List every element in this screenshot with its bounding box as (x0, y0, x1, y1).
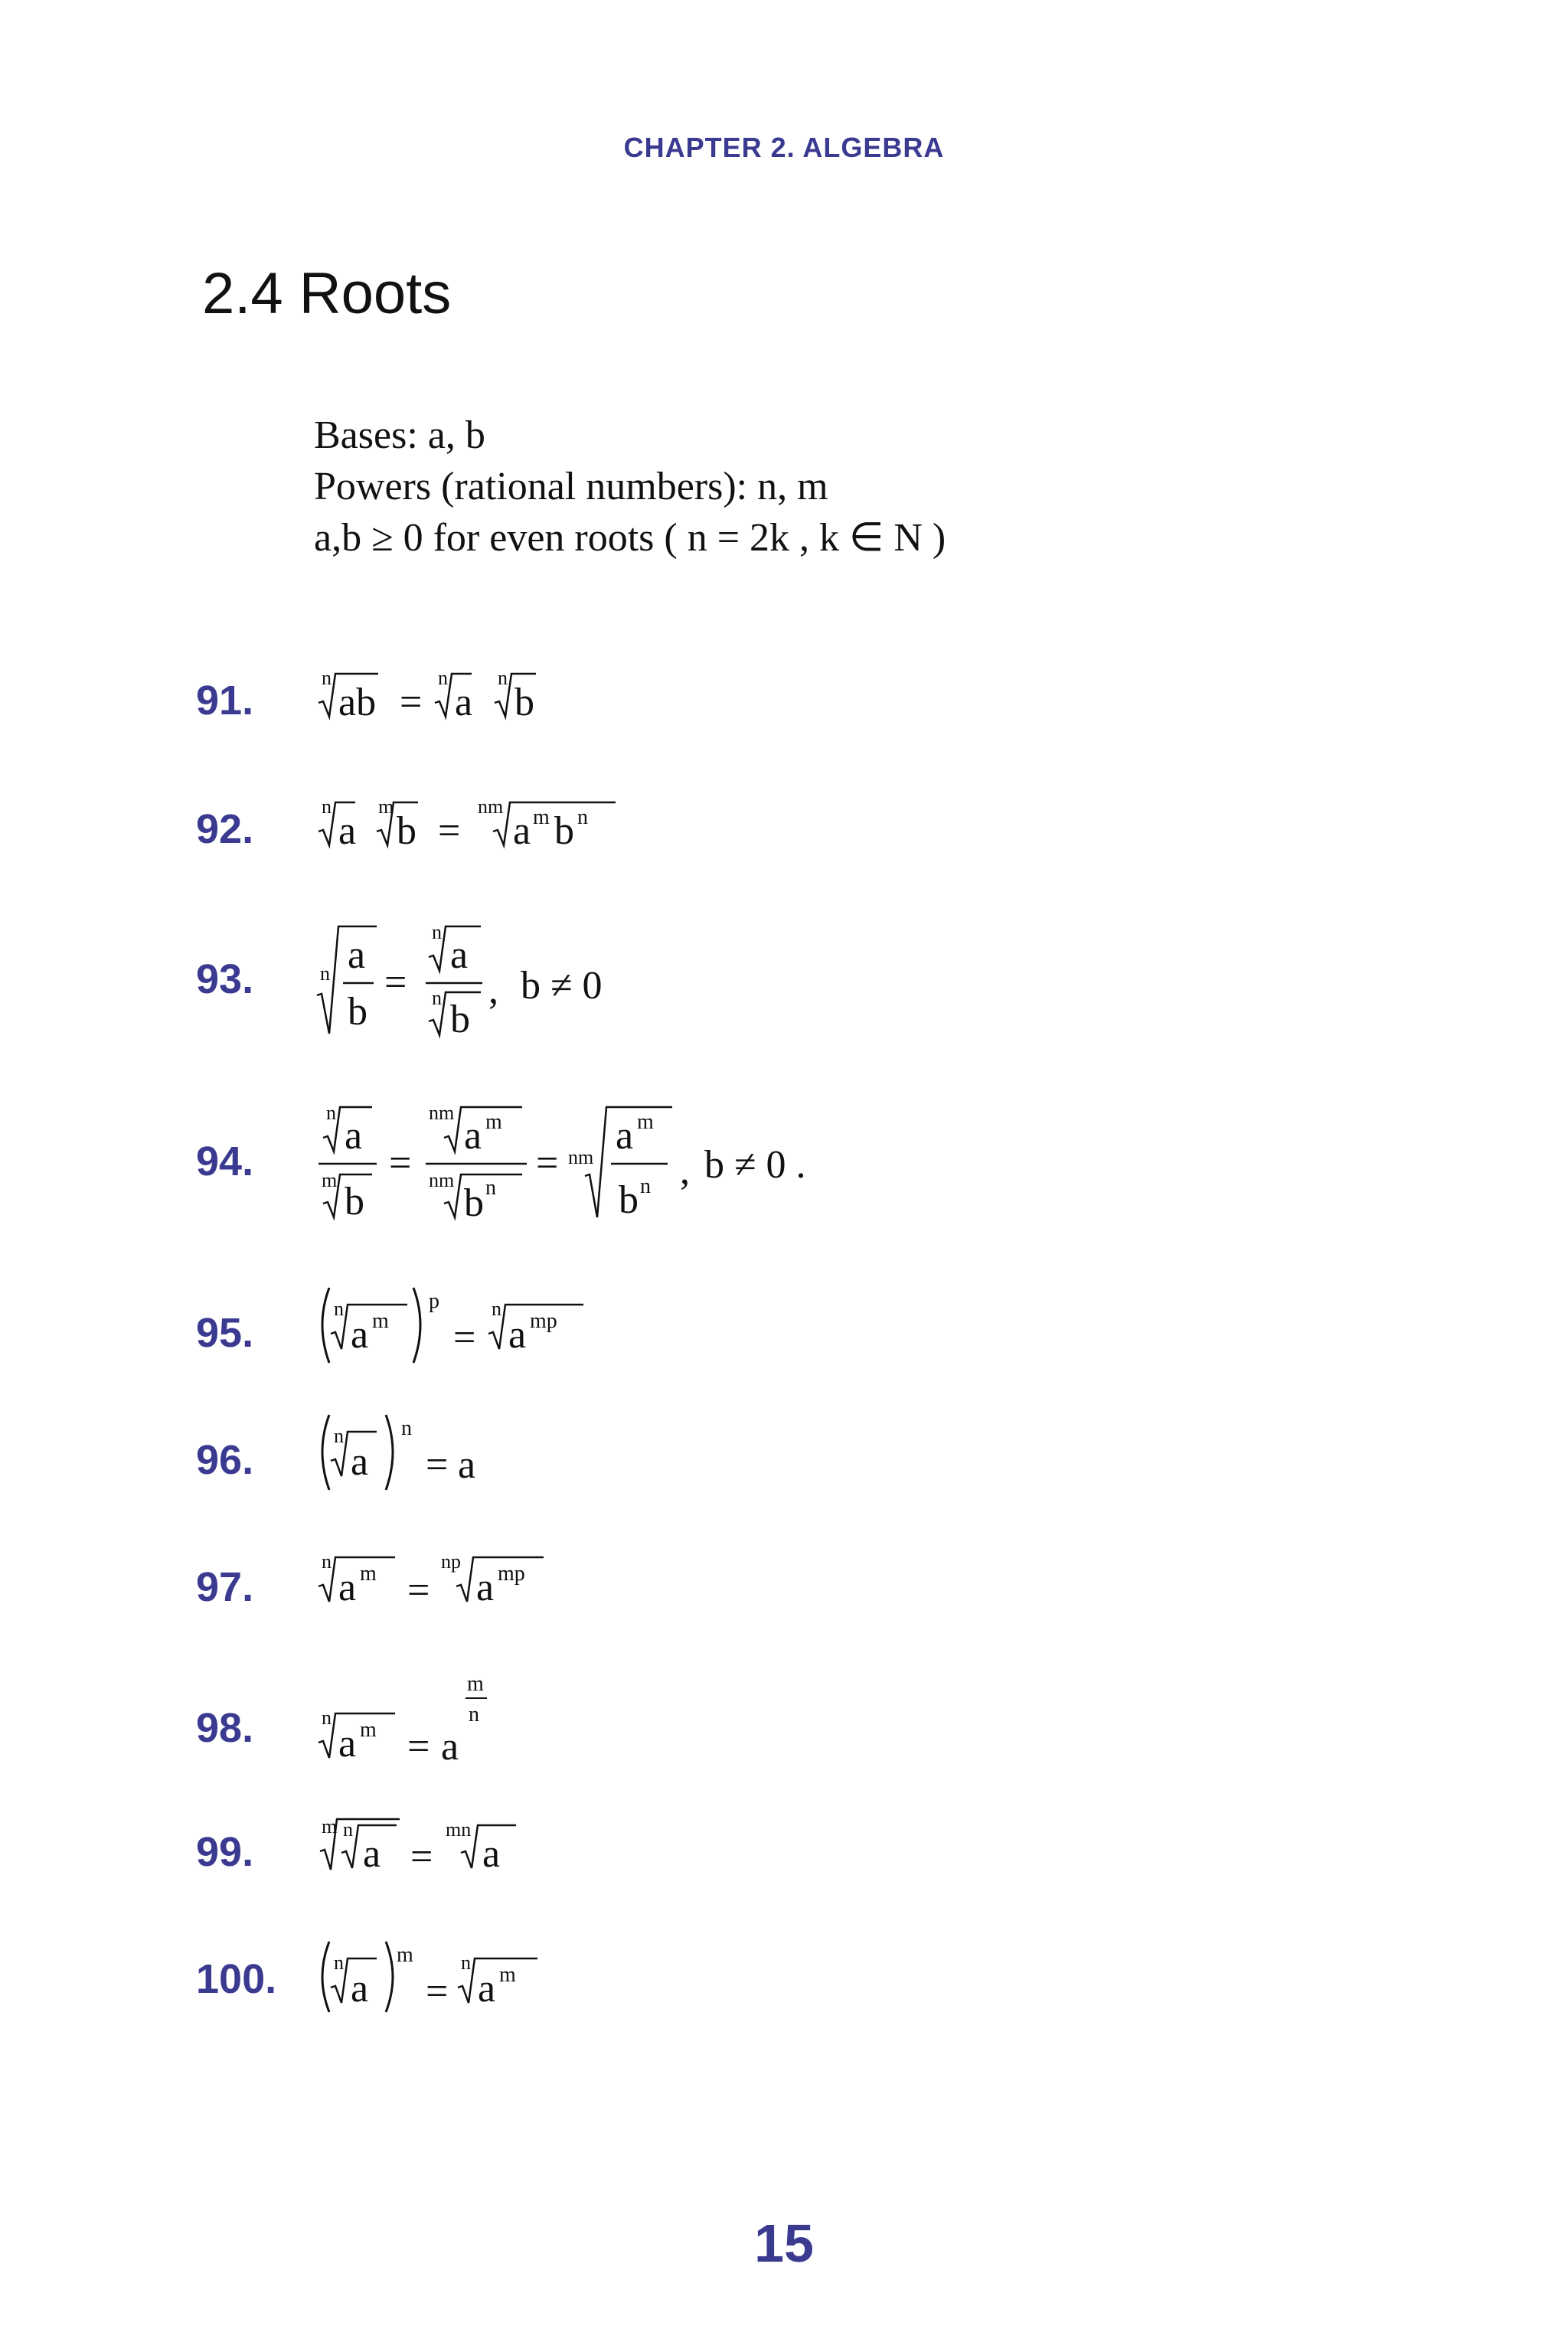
math-glyph: a (616, 1114, 634, 1158)
math-stroke (322, 1415, 329, 1490)
math-glyph: mp (530, 1309, 557, 1333)
math-glyph: n (343, 1818, 353, 1841)
math-glyph: a (441, 1725, 459, 1769)
math-glyph: n (322, 795, 332, 818)
intro-line-powers: Powers (rational numbers): n, m (314, 465, 828, 508)
formula-100 (315, 1929, 637, 2031)
math-glyph: n (432, 921, 442, 943)
math-glyph: n (334, 1298, 344, 1320)
math-glyph: a (458, 1443, 476, 1487)
math-glyph: a (450, 933, 469, 977)
math-glyph: m (637, 1110, 654, 1134)
math-glyph: , (680, 1149, 690, 1193)
math-stroke (386, 1415, 393, 1490)
math-glyph: nm (429, 1169, 455, 1191)
formula-94-svg (315, 1099, 851, 1230)
math-glyph: m (485, 1110, 502, 1134)
formula-99-svg (315, 1810, 637, 1886)
math-glyph: n (320, 962, 330, 985)
math-stroke (386, 1942, 393, 2012)
math-glyph: a (338, 809, 357, 853)
formula-93-svg (315, 919, 637, 1041)
math-glyph: = (410, 1835, 433, 1879)
math-glyph: m (467, 1672, 484, 1696)
math-glyph: m (372, 1309, 389, 1333)
math-glyph: b (348, 990, 368, 1034)
formula-99 (315, 1810, 637, 1896)
math-glyph: a (351, 1967, 369, 2011)
equation-number-93: 93. (196, 956, 254, 1002)
math-glyph: n (432, 987, 442, 1009)
page-number: 15 (754, 2213, 814, 2273)
math-glyph: b (345, 1180, 364, 1223)
math-glyph: nm (429, 1102, 455, 1124)
math-glyph: a (508, 1313, 527, 1357)
math-glyph: m (378, 795, 394, 818)
math-glyph: n (322, 1707, 332, 1729)
equation-number-95: 95. (196, 1310, 254, 1356)
math-glyph: n (492, 1298, 501, 1320)
math-glyph: a (363, 1832, 381, 1876)
math-glyph: m (322, 1815, 338, 1838)
equation-number-96: 96. (196, 1437, 254, 1483)
intro-line-condition: a,b ≥ 0 for even roots ( n = 2k , k ∈ N ) (314, 516, 946, 560)
math-glyph: m (499, 1963, 516, 1987)
formula-91 (315, 668, 622, 739)
section-title: 2.4 Roots (202, 261, 452, 326)
math-glyph: = (426, 1443, 449, 1487)
math-glyph: nm (568, 1146, 594, 1168)
formula-98-svg (315, 1669, 637, 1769)
math-glyph: m (533, 805, 550, 829)
formula-98 (315, 1669, 637, 1771)
formula-96-svg (315, 1406, 560, 1498)
math-glyph: b (464, 1181, 484, 1225)
math-glyph: b (619, 1178, 639, 1222)
math-glyph: b (397, 809, 416, 853)
math-glyph: = (438, 809, 461, 853)
math-glyph: a (513, 809, 531, 853)
formula-100-svg (315, 1929, 637, 2021)
math-glyph: a (351, 1440, 369, 1484)
math-glyph: a (345, 1114, 363, 1158)
math-glyph: a (351, 1313, 369, 1357)
math-glyph: b ≠ 0 (521, 964, 603, 1008)
math-glyph: n (401, 1416, 412, 1440)
formula-92-svg (315, 796, 637, 858)
math-glyph: a (482, 1832, 501, 1876)
math-glyph: = (536, 1142, 559, 1185)
math-glyph: a (455, 681, 473, 724)
math-glyph: b (514, 681, 534, 724)
formula-91-svg (315, 668, 622, 729)
math-glyph: n (334, 1952, 344, 1974)
math-glyph: = (389, 1142, 412, 1185)
math-glyph: n (577, 805, 588, 829)
math-glyph: n (498, 667, 508, 689)
math-glyph: = (426, 1970, 449, 2014)
math-glyph: p (429, 1289, 439, 1313)
math-glyph: np (441, 1550, 461, 1573)
math-glyph: m (360, 1718, 377, 1742)
math-glyph: a (476, 1566, 495, 1609)
math-glyph: b (450, 998, 470, 1041)
math-glyph: a (464, 1114, 482, 1158)
math-glyph: m (397, 1943, 413, 1967)
math-glyph: nm (478, 795, 504, 818)
math-stroke (322, 1942, 329, 2012)
equation-number-100: 100. (196, 1956, 277, 2002)
math-glyph: a (348, 933, 366, 977)
math-glyph: = (384, 961, 407, 1004)
math-glyph: ab (338, 681, 377, 724)
equation-number-99: 99. (196, 1829, 254, 1875)
math-glyph: n (469, 1703, 479, 1726)
math-glyph: mp (498, 1562, 525, 1586)
math-stroke (444, 1107, 522, 1152)
math-glyph: mn (446, 1818, 472, 1841)
formula-95-svg (315, 1279, 637, 1370)
math-glyph: n (334, 1425, 344, 1447)
math-glyph: n (322, 667, 332, 689)
math-glyph: n (326, 1102, 336, 1124)
equation-number-98: 98. (196, 1705, 254, 1751)
formula-95 (315, 1279, 637, 1380)
math-glyph: = (400, 681, 423, 724)
equation-number-94: 94. (196, 1138, 254, 1184)
formula-97-svg (315, 1547, 637, 1623)
math-stroke (413, 1288, 420, 1363)
intro-block (314, 410, 946, 564)
math-glyph: m (360, 1562, 377, 1586)
formula-97 (315, 1547, 637, 1633)
math-glyph: = (407, 1569, 430, 1612)
chapter-header: CHAPTER 2. ALGEBRA (623, 132, 945, 163)
formula-92 (315, 796, 637, 867)
equation-number-91: 91. (196, 678, 254, 724)
formula-96 (315, 1406, 560, 1508)
math-glyph: n (461, 1952, 471, 1974)
math-glyph: a (478, 1967, 496, 2011)
formula-94 (315, 1099, 851, 1240)
math-glyph: b ≠ 0 . (704, 1143, 806, 1187)
math-stroke (322, 1288, 329, 1363)
math-glyph: n (640, 1174, 651, 1198)
math-glyph: = (407, 1725, 430, 1769)
formula-93 (315, 919, 637, 1051)
equation-number-97: 97. (196, 1564, 254, 1610)
intro-line-bases: Bases: a, b (314, 413, 485, 457)
math-glyph: , (488, 969, 498, 1012)
equation-number-92: 92. (196, 806, 254, 852)
math-glyph: n (322, 1550, 332, 1573)
math-glyph: b (554, 809, 574, 853)
math-glyph: = (453, 1316, 476, 1360)
math-glyph: m (322, 1169, 338, 1191)
math-glyph: n (438, 667, 448, 689)
math-glyph: a (338, 1566, 357, 1609)
math-glyph: a (338, 1722, 357, 1766)
math-glyph: n (485, 1176, 496, 1200)
